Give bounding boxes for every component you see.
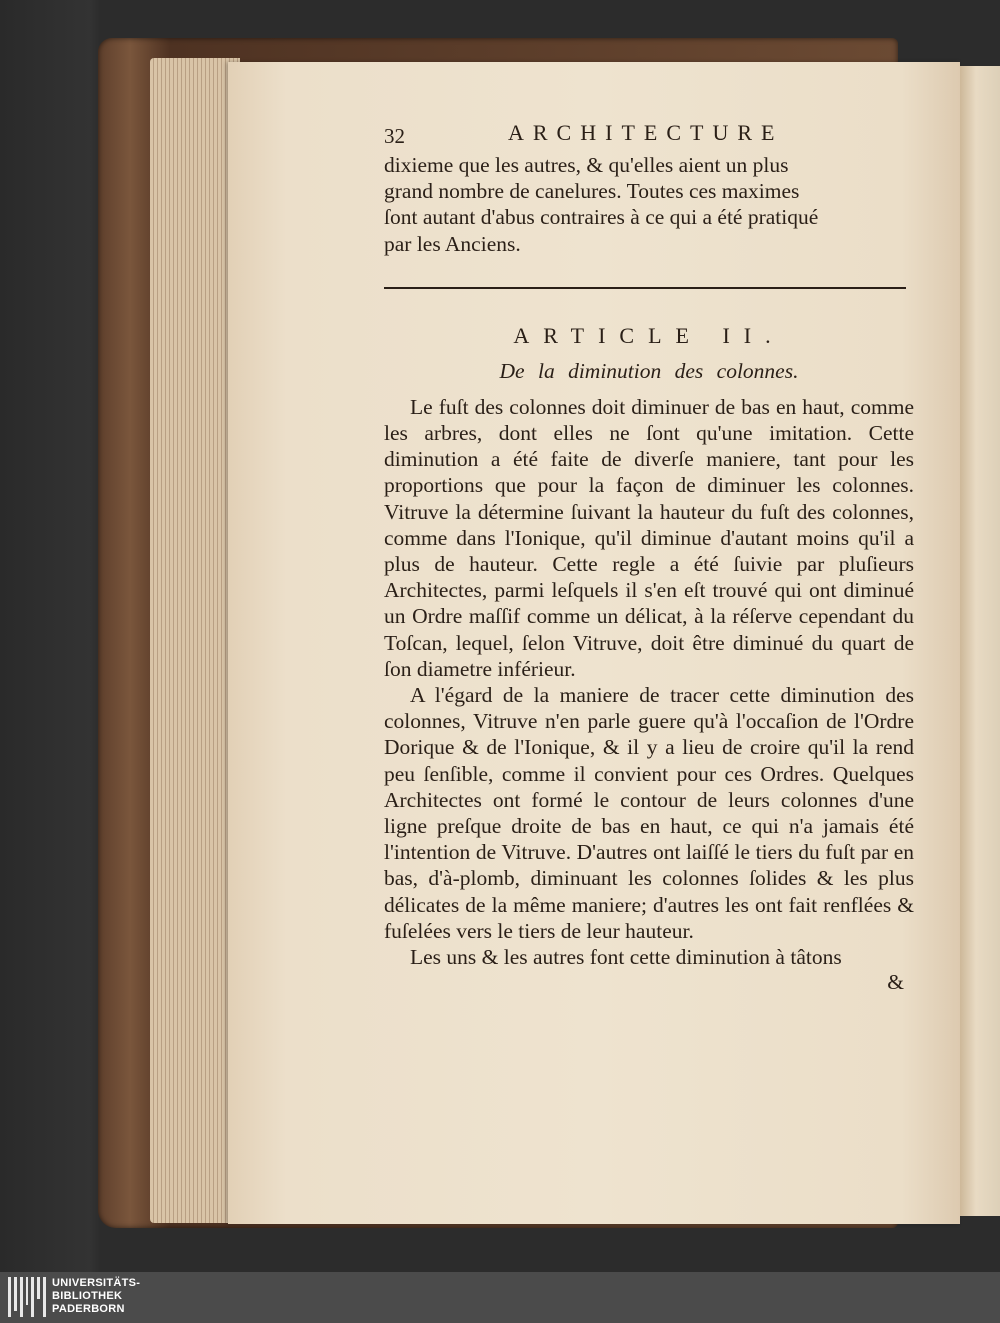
opening-line-1: dixieme que les autres, & qu'elles aient un plus bbox=[384, 153, 789, 177]
paragraph-1: Le fuſt des colonnes doit diminuer de bas en haut, comme les arbres, dont elles ne ſont qu'une imitation. Cette diminution a été faite de diverſe maniere, tant pour les proportions que pour la façon de diminuer les colonnes. Vitruve la détermine ſuivant la hauteur du fuſt des colonnes, comme dans l'Ionique, qu'il diminue d'autant moins qu'il a plus de hauteur. Cette regle a été ſuivie par pluſieurs Architectes, parmi leſquels il s'en eſt trouvé qui ont diminué un Ordre maſſif comme un délicat, à la réſerve cependant du Toſcan, lequel, ſelon Vitruve, doit être diminué du quart de ſon diametre inférieur. bbox=[384, 394, 914, 681]
facing-page-edge bbox=[960, 66, 1000, 1216]
library-logo-icon bbox=[8, 1277, 46, 1317]
page-edges bbox=[150, 58, 240, 1223]
running-head-title: ARCHITECTURE bbox=[508, 120, 784, 145]
section-divider bbox=[384, 287, 906, 289]
library-name-line-2: BIBLIOTHEK bbox=[52, 1290, 123, 1302]
catchword: & bbox=[887, 970, 904, 995]
article-title: ARTICLE II. bbox=[513, 322, 785, 348]
library-footer bbox=[0, 1272, 1000, 1323]
article-subtitle: De la diminution des colonnes. bbox=[499, 358, 799, 383]
library-name-line-1: UNIVERSITÄTS- bbox=[52, 1277, 141, 1289]
paragraph-3: Les uns & les autres font cette diminution à tâtons bbox=[410, 945, 842, 970]
page-text bbox=[384, 118, 914, 995]
opening-line-2: grand nombre de canelures. Toutes ces maximes bbox=[384, 179, 800, 204]
library-name-line-3: PADERBORN bbox=[52, 1303, 125, 1315]
running-head bbox=[384, 118, 914, 152]
page-number: 32 bbox=[384, 124, 405, 148]
library-name bbox=[52, 1277, 140, 1316]
opening-line-4: par les Anciens. bbox=[384, 231, 521, 256]
opening-line-3: ſont autant d'abus contraires à ce qui a été pratiqué bbox=[384, 205, 819, 230]
paragraph-2: A l'égard de la maniere de tracer cette diminution des colonnes, Vitruve n'en parle guere qu'à l'occaſion de l'Ordre Dorique & de l'Ionique, & il y a lieu de croire qu'il la rend peu ſenſible, comme il convient pour ces Ordres. Quelques Architectes ont formé le contour de leurs colonnes d'une ligne preſque droite de bas en haut, ce qui n'a jamais été l'intention de Vitruve. D'autres ont laiſſé le tiers du fuſt par en bas, d'à-plomb, diminuant les colonnes ſolides & les plus délicates de la même maniere; d'autres les ont fait renflées & fuſelées vers le tiers de leur hauteur. bbox=[384, 683, 914, 943]
